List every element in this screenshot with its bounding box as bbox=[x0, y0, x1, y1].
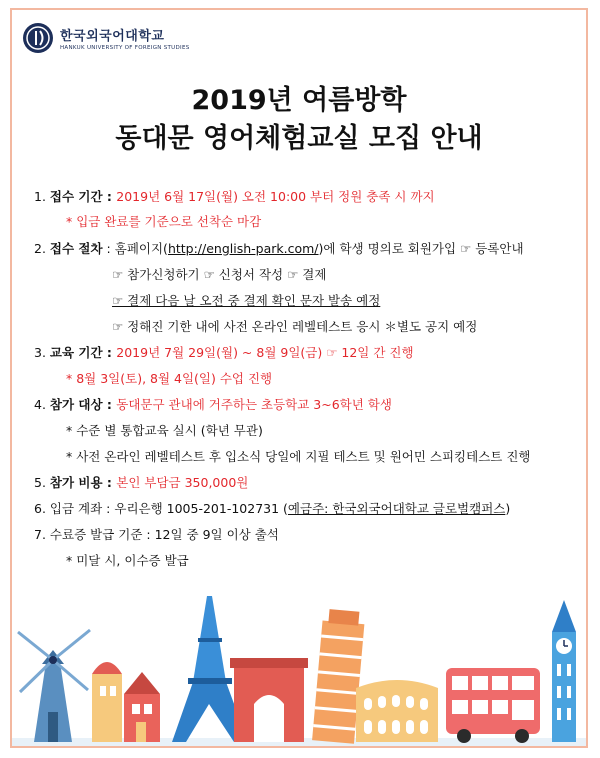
item-value: 2019년 6월 17일(월) 오전 10:00 부터 정원 충족 시 까지 bbox=[116, 189, 435, 204]
item-colon: : bbox=[102, 345, 117, 360]
item-label: 접수 기간 bbox=[49, 189, 103, 204]
certificate-note: * 미달 시, 이수증 발급 bbox=[66, 553, 189, 568]
item-application-note: * 입금 완료를 기준으로 선착순 마감 bbox=[66, 214, 262, 229]
item-label: 수료증 발급 기준 bbox=[49, 527, 143, 542]
item-eligibility bbox=[34, 396, 392, 414]
item-value-close: ) bbox=[505, 501, 511, 516]
page-title bbox=[12, 82, 586, 158]
item-fee bbox=[34, 474, 248, 492]
item-certificate-criteria bbox=[34, 526, 279, 544]
item-number: 1. bbox=[34, 189, 46, 204]
item-label: 접수 절차 bbox=[49, 241, 103, 256]
homepage-link[interactable]: http://english-park.com/ bbox=[167, 241, 319, 256]
item-colon: : bbox=[102, 397, 117, 412]
item-label: 입금 계좌 bbox=[49, 501, 103, 516]
procedure-step-1: ☞ 참가신청하기 ☞ 신청서 작성 ☞ 결제 bbox=[112, 267, 327, 282]
eligibility-note-2: * 사전 온라인 레벨테스트 후 입소식 당일에 지필 테스트 및 원어민 스피킹테스트 진행 bbox=[66, 449, 531, 464]
eligibility-note-1: * 수준 별 통합교육 실시 (학년 무관) bbox=[66, 423, 263, 438]
account-holder: 예금주: 한국외국어대학교 글로벌캠퍼스 bbox=[287, 501, 506, 516]
university-logo bbox=[22, 22, 190, 54]
item-number: 2. bbox=[34, 241, 46, 256]
colosseum-icon bbox=[356, 680, 438, 742]
item-number: 4. bbox=[34, 397, 46, 412]
double-decker-bus-icon bbox=[446, 668, 540, 743]
item-education-note: * 8월 3일(토), 8월 4일(일) 수업 진행 bbox=[66, 371, 273, 386]
item-deposit-account bbox=[34, 500, 510, 518]
university-name-korean: 한국외국어대학교 bbox=[60, 29, 165, 44]
item-colon: : bbox=[142, 527, 155, 542]
item-number: 3. bbox=[34, 345, 46, 360]
item-value-pre: 홈페이지( bbox=[114, 241, 168, 256]
item-education-period bbox=[34, 344, 414, 362]
item-value-post: )에 학생 명의로 회원가입 ☞ 등록안내 bbox=[318, 241, 524, 256]
procedure-step-2: ☞ 결제 다음 날 오전 중 결제 확인 문자 발송 예정 bbox=[112, 293, 381, 308]
landmarks-illustration bbox=[12, 592, 586, 746]
item-value: 2019년 7월 29일(월) ~ 8월 9일(금) ☞ 12일 간 진행 bbox=[116, 345, 414, 360]
item-label: 참가 대상 bbox=[49, 397, 103, 412]
arc-de-triomphe-icon bbox=[230, 658, 308, 742]
houses-icon bbox=[92, 662, 160, 742]
item-colon: : bbox=[102, 241, 115, 256]
university-name-english: HANKUK UNIVERSITY OF FOREIGN STUDIES bbox=[60, 45, 190, 51]
procedure-step-3: ☞ 정해진 기한 내에 사전 온라인 레벨테스트 응시 ＊별도 공지 예정 bbox=[112, 319, 478, 334]
item-value: 우리은행 1005-201-102731 ( bbox=[114, 501, 288, 516]
university-seal-icon bbox=[22, 22, 54, 54]
item-application-procedure bbox=[34, 240, 524, 258]
big-ben-icon bbox=[552, 600, 576, 742]
item-value: 본인 부담금 350,000원 bbox=[116, 475, 249, 490]
title-line-2: 동대문 영어체험교실 모집 안내 bbox=[115, 123, 483, 154]
item-value: 12일 중 9일 이상 출석 bbox=[154, 527, 279, 542]
item-number: 7. bbox=[34, 527, 46, 542]
poster-frame bbox=[10, 8, 588, 748]
item-label: 교육 기간 bbox=[49, 345, 103, 360]
title-line-1: 2019년 여름방학 bbox=[191, 85, 407, 116]
item-colon: : bbox=[102, 189, 117, 204]
item-number: 5. bbox=[34, 475, 46, 490]
item-application-period bbox=[34, 188, 435, 206]
item-label: 참가 비용 bbox=[49, 475, 103, 490]
item-colon: : bbox=[102, 475, 117, 490]
item-colon: : bbox=[102, 501, 115, 516]
item-value: 동대문구 관내에 거주하는 초등학교 3~6학년 학생 bbox=[116, 397, 392, 412]
item-number: 6. bbox=[34, 501, 46, 516]
windmill-icon bbox=[18, 630, 90, 742]
